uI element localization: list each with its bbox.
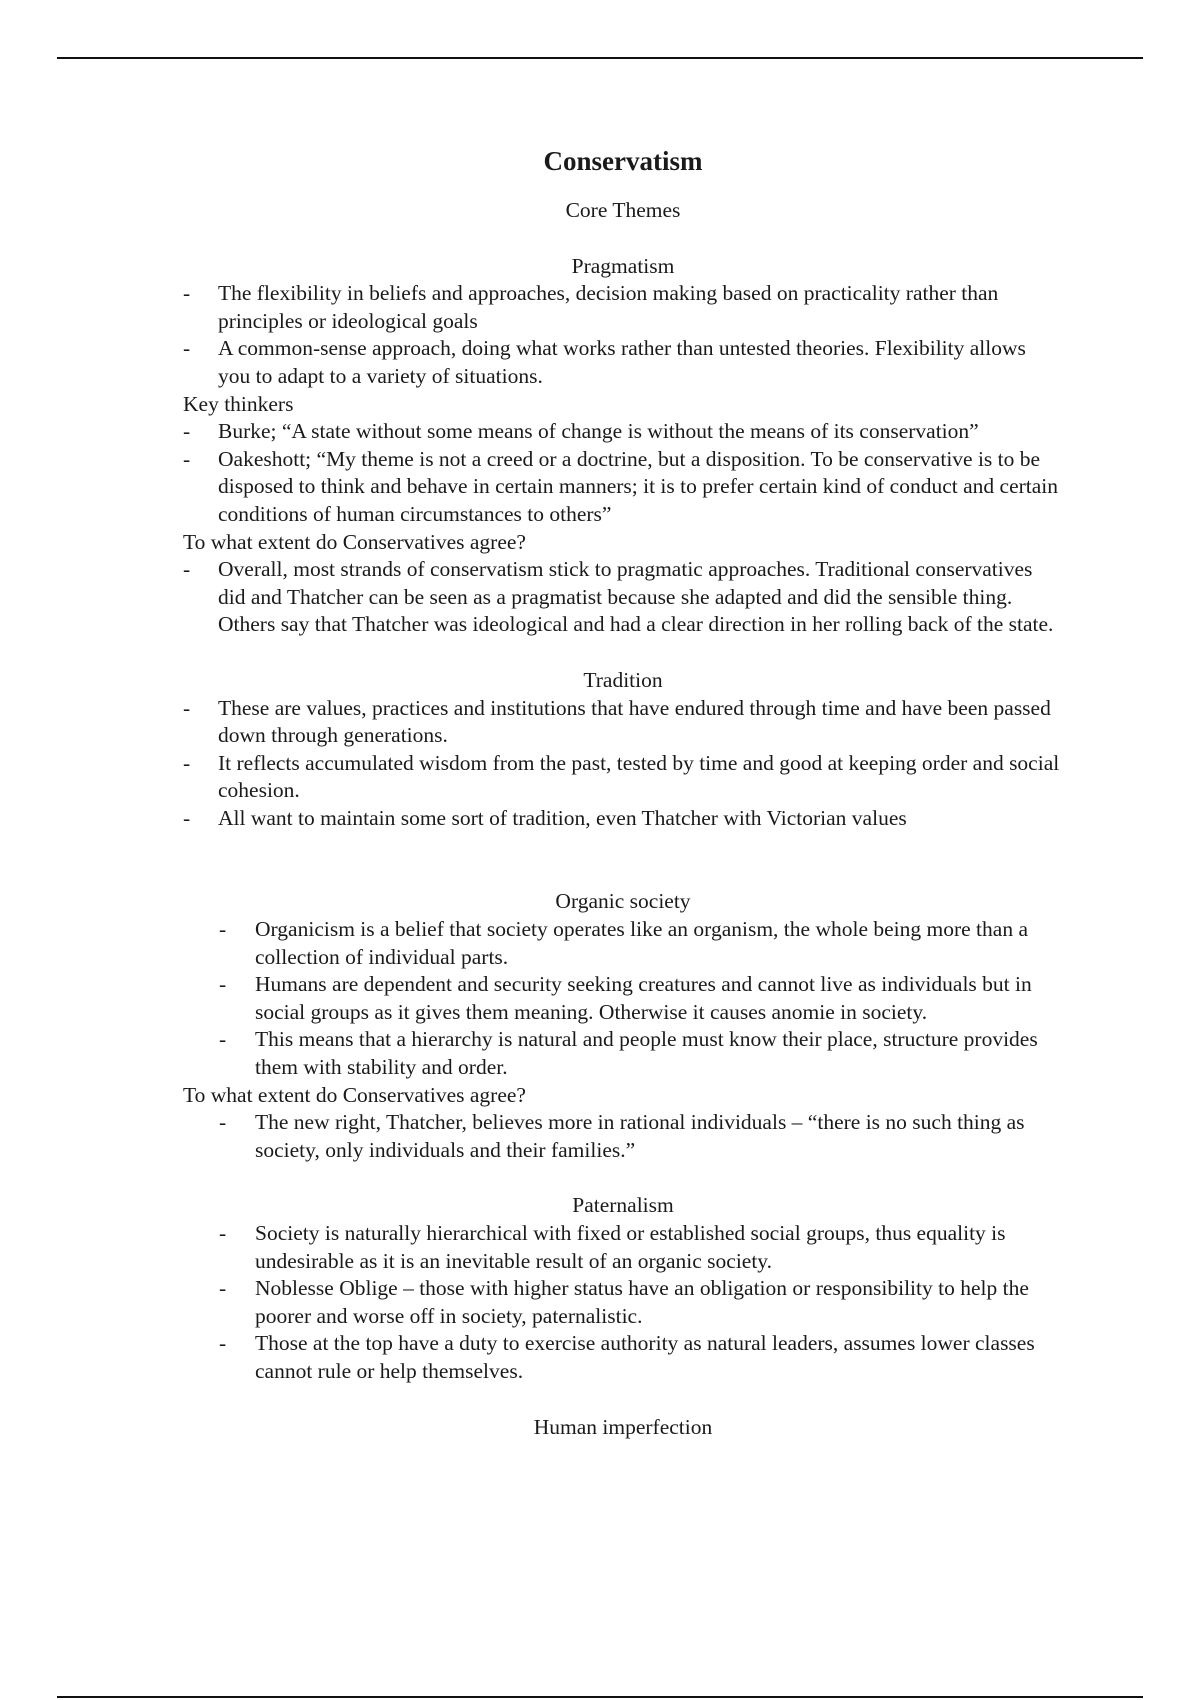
list-item-text: Organicism is a belief that society operates like an organism, the whole being more than a collection of individual parts. xyxy=(255,917,1028,969)
pragmatism-agree-list xyxy=(183,556,1063,639)
section-heading-pragmatism: Pragmatism xyxy=(571,253,675,278)
bullet-dash: - xyxy=(183,557,191,582)
list-item xyxy=(183,335,1063,390)
bullet-dash: - xyxy=(183,805,191,830)
list-item xyxy=(183,1220,1063,1275)
key-thinkers-list xyxy=(183,418,1063,528)
list-item-text: Oakeshott; “My theme is not a creed or a doctrine, but a disposition. To be conservative is to be disposed to think and behave in certain manners; it is to prefer certain kind of conduct and certain conditions of human circumstances to others” xyxy=(218,446,1059,526)
list-item xyxy=(183,1109,1063,1164)
list-item-text: Burke; “A state without some means of change is without the means of its conservation” xyxy=(218,419,979,444)
section-heading-organic-society: Organic society xyxy=(555,889,691,914)
list-item xyxy=(183,446,1063,529)
list-item xyxy=(183,556,1063,639)
agree-label: To what extent do Conservatives agree? xyxy=(183,529,526,554)
list-item xyxy=(183,418,1063,446)
spacer xyxy=(183,1386,1063,1414)
bullet-dash: - xyxy=(183,336,191,361)
bullet-dash: - xyxy=(183,281,191,306)
document-body xyxy=(183,144,1063,1441)
list-item-text: These are values, practices and institutions that have endured through time and have been passed down through generations. xyxy=(218,695,1051,748)
agree-label: To what extent do Conservatives agree? xyxy=(183,1082,526,1107)
organic-society-agree-list xyxy=(183,1109,1063,1164)
list-item xyxy=(183,750,1063,805)
bullet-dash: - xyxy=(219,1110,227,1135)
paternalism-list xyxy=(183,1220,1063,1386)
key-thinkers-label: Key thinkers xyxy=(183,391,294,416)
list-item xyxy=(183,695,1063,750)
bullet-dash: - xyxy=(219,1221,227,1245)
section-heading-paternalism: Paternalism xyxy=(572,1193,674,1218)
list-item-text: The flexibility in beliefs and approaches, decision making based on practicality rather than principles or ideological goals xyxy=(218,281,999,333)
list-item-text: Overall, most strands of conservatism stick to pragmatic approaches. Traditional conservatives did and Thatcher can be seen as a pragmatist because she adapted and did the sensible thing. Others say that Thatcher was ideological and had a clear direction in her rolling back of the state. xyxy=(218,557,1054,637)
section-heading-tradition: Tradition xyxy=(583,667,663,692)
list-item xyxy=(183,280,1063,335)
pragmatism-list xyxy=(183,280,1063,390)
list-item xyxy=(183,805,1063,833)
list-item-text: Those at the top have a duty to exercise authority as natural leaders, assumes lower classes cannot rule or help themselves. xyxy=(255,1331,1035,1383)
tradition-list xyxy=(183,695,1063,833)
bullet-dash: - xyxy=(183,750,191,775)
document-subtitle: Core Themes xyxy=(565,198,681,222)
bullet-dash: - xyxy=(183,695,191,720)
list-item xyxy=(183,1026,1063,1081)
spacer xyxy=(183,1164,1063,1192)
bullet-dash: - xyxy=(183,419,191,444)
list-item-text: Humans are dependent and security seeking creatures and cannot live as individuals but in social groups as it gives them meaning. Otherwise it causes anomie in society. xyxy=(255,972,1032,1024)
bullet-dash: - xyxy=(183,446,191,471)
organic-society-list xyxy=(183,916,1063,1082)
top-rule xyxy=(57,57,1143,59)
list-item xyxy=(183,916,1063,971)
bottom-rule xyxy=(57,1696,1143,1698)
list-item xyxy=(183,1330,1063,1385)
list-item-text: Noblesse Oblige – those with higher status have an obligation or responsibility to help the poorer and worse off in society, paternalistic. xyxy=(255,1276,1029,1328)
list-item-text: Society is naturally hierarchical with fixed or established social groups, thus equality is undesirable as it is an inevitable result of an organic society. xyxy=(255,1221,1006,1273)
list-item xyxy=(183,1275,1063,1330)
list-item-text: The new right, Thatcher, believes more in rational individuals – “there is no such thing as society, only individuals and their families.” xyxy=(255,1110,1025,1162)
list-item-text: A common-sense approach, doing what works rather than untested theories. Flexibility allows you to adapt to a variety of situations. xyxy=(218,336,1026,388)
spacer xyxy=(183,639,1063,667)
list-item-text: This means that a hierarchy is natural and people must know their place, structure provides them with stability and order. xyxy=(255,1027,1038,1080)
bullet-dash: - xyxy=(219,1331,227,1356)
spacer xyxy=(183,832,1063,888)
list-item-text: It reflects accumulated wisdom from the past, tested by time and good at keeping order and social cohesion. xyxy=(218,750,1060,803)
bullet-dash: - xyxy=(219,1276,227,1301)
bullet-dash: - xyxy=(219,917,227,942)
section-heading-human-imperfection: Human imperfection xyxy=(533,1414,713,1439)
bullet-dash: - xyxy=(219,972,227,997)
bullet-dash: - xyxy=(219,1027,227,1052)
document-title: Conservatism xyxy=(543,146,703,176)
list-item-text: All want to maintain some sort of tradition, even Thatcher with Victorian values xyxy=(218,805,907,830)
list-item xyxy=(183,971,1063,1026)
